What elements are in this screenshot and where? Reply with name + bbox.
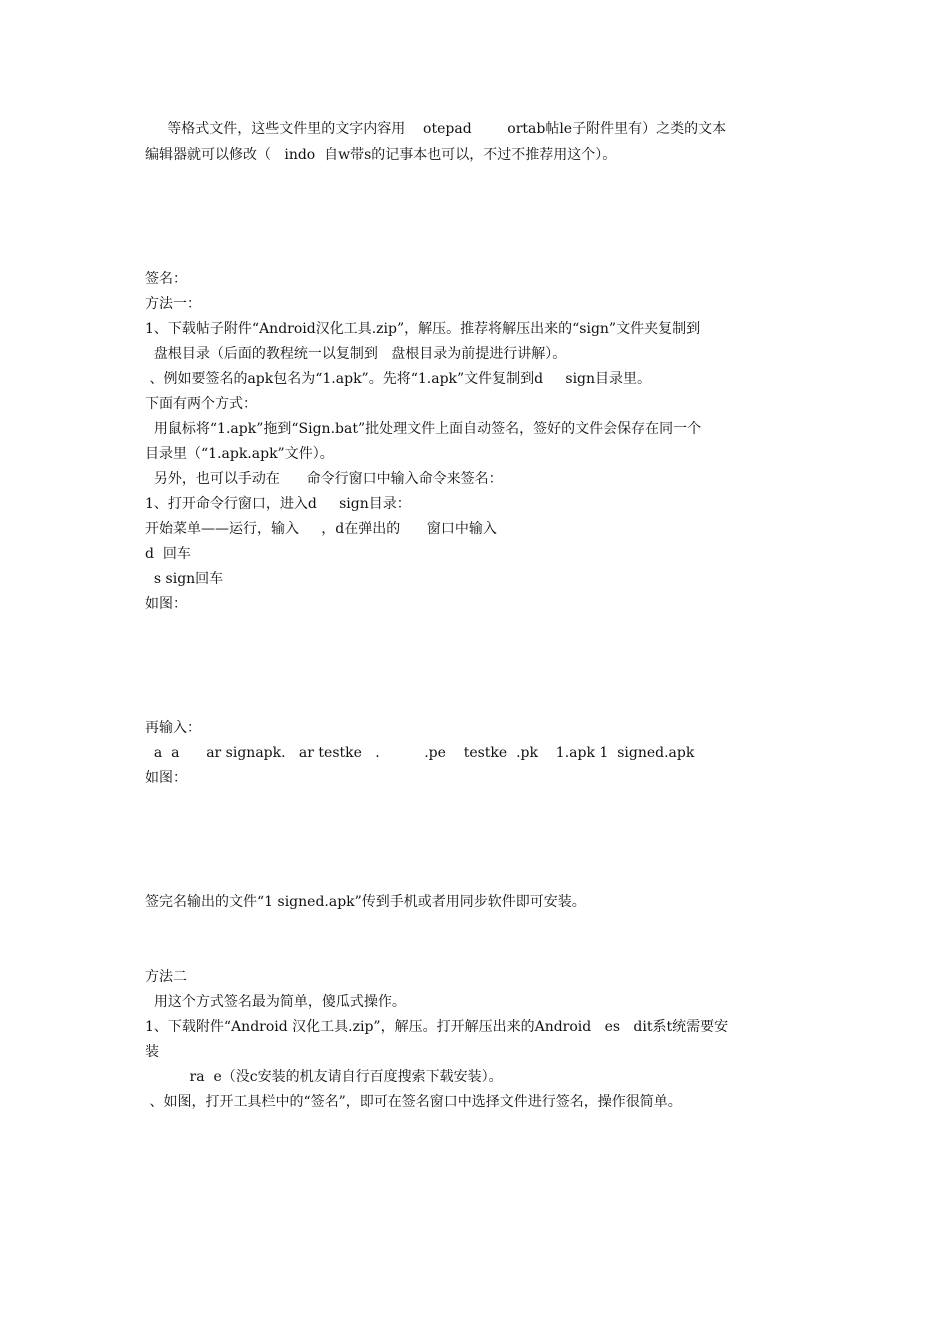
command-line: d 回车 bbox=[145, 546, 191, 562]
step-line: 1、打开命令行窗口，进入d sign目录： bbox=[145, 496, 411, 512]
step-line: 装 bbox=[145, 1044, 159, 1060]
command-line: a a ar signapk. ar testke . .pe testke .pk 1.apk 1 signed.apk bbox=[145, 745, 695, 761]
paragraph-line: 用这个方式签名最为简单，傻瓜式操作。 bbox=[145, 994, 406, 1010]
paragraph-line: 编辑器就可以修改（ indo 自w带s的记事本也可以，不过不推荐用这个）。 bbox=[145, 147, 617, 163]
figure-reference: 如图： bbox=[145, 596, 187, 612]
paragraph-line: 再输入： bbox=[145, 720, 201, 736]
step-line: 1、下载帖子附件“Android汉化工具.zip”，解压。推荐将解压出来的“sign”文件夹复制到 bbox=[145, 321, 701, 337]
step-line: 盘根目录（后面的教程统一以复制到 盘根目录为前提进行讲解）。 bbox=[145, 346, 567, 362]
figure-reference: 如图： bbox=[145, 770, 187, 786]
paragraph-line: 等格式文件，这些文件里的文字内容用 otepad ortab帖le子附件里有）之类的文本 bbox=[145, 121, 727, 137]
paragraph-line: 下面有两个方式： bbox=[145, 396, 257, 412]
section-heading: 签名： bbox=[145, 271, 187, 287]
paragraph-line: 签完名输出的文件“1 signed.apk”传到手机或者用同步软件即可安装。 bbox=[145, 894, 586, 910]
paragraph-line: 目录里（“1.apk.apk”文件）。 bbox=[145, 446, 334, 462]
command-line: s sign回车 bbox=[145, 571, 224, 587]
method-heading: 方法二 bbox=[145, 969, 187, 985]
step-line: 、如图，打开工具栏中的“签名”，即可在签名窗口中选择文件进行签名，操作很简单。 bbox=[145, 1094, 682, 1110]
step-line: ra e（没c安装的机友请自行百度搜索下载安装）。 bbox=[145, 1069, 503, 1085]
method-heading: 方法一： bbox=[145, 296, 201, 312]
step-line: 、例如要签名的apk包名为“1.apk”。先将“1.apk”文件复制到d sign目录里。 bbox=[145, 371, 652, 387]
paragraph-line: 另外，也可以手动在 命令行窗口中输入命令来签名： bbox=[145, 471, 503, 487]
step-line: 1、下载附件“Android 汉化工具.zip”，解压。打开解压出来的Android es dit系t统需要安 bbox=[145, 1019, 729, 1035]
paragraph-line: 用鼠标将“1.apk”拖到“Sign.bat”批处理文件上面自动签名，签好的文件会保存在同一个 bbox=[145, 421, 702, 437]
paragraph-line: 开始菜单——运行，输入 ，d在弹出的 窗口中输入 bbox=[145, 521, 497, 537]
